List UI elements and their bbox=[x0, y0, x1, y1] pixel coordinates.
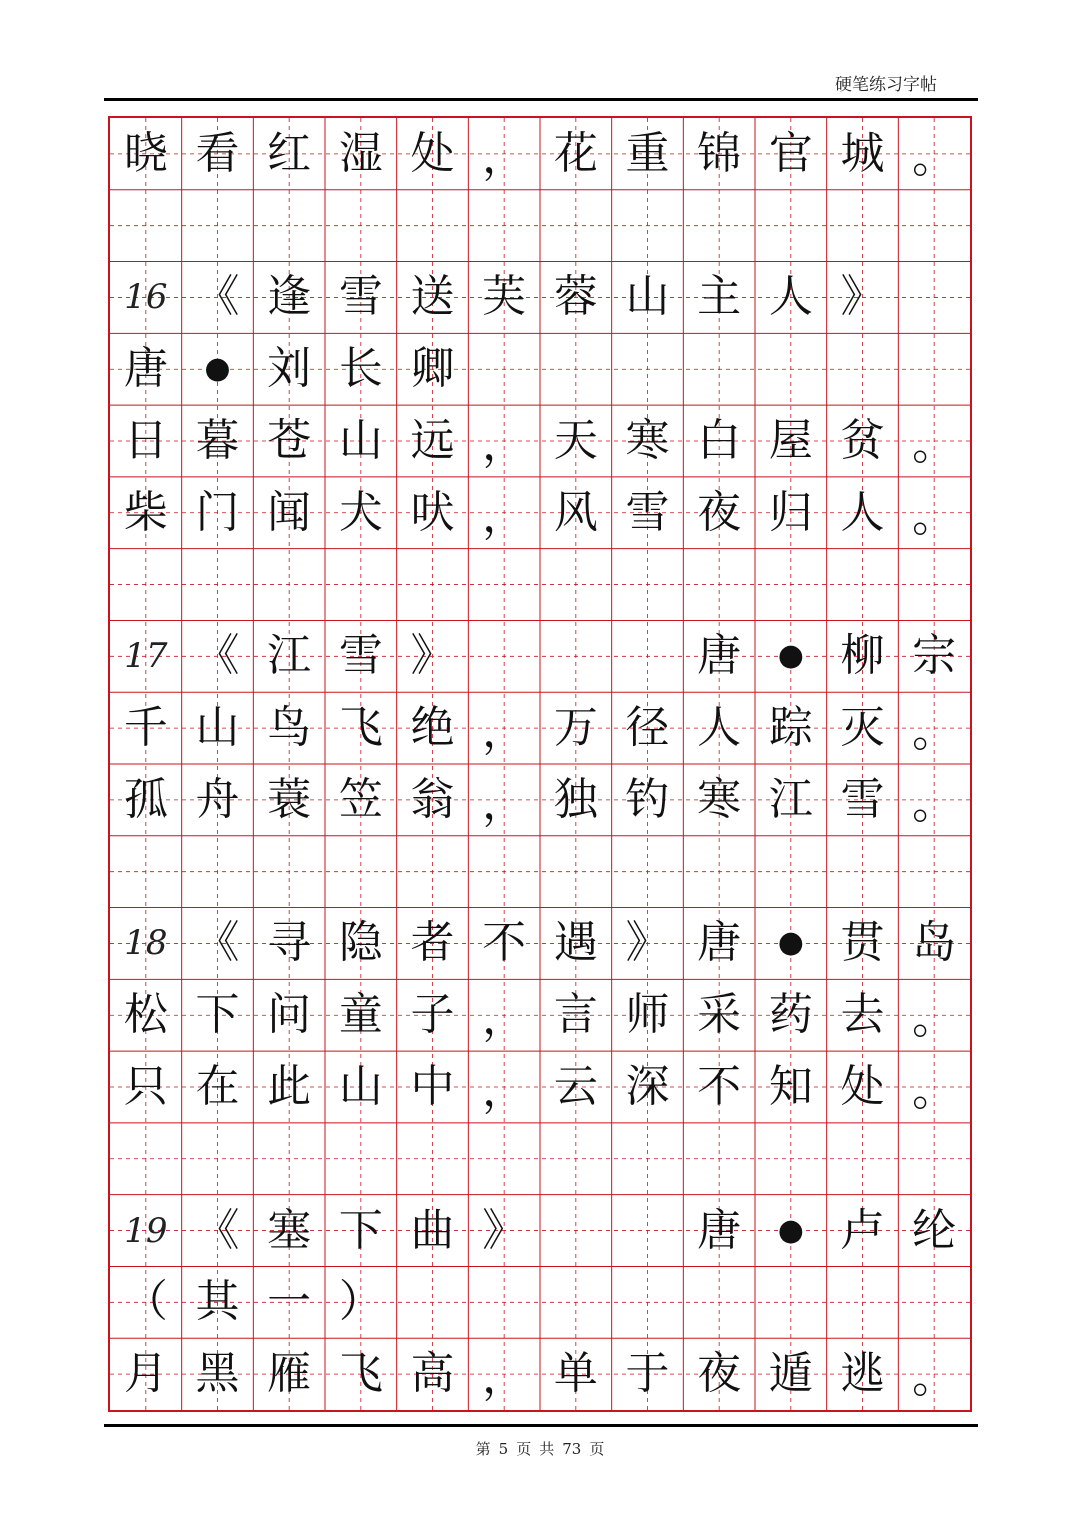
grid-cell-empty bbox=[612, 620, 684, 692]
grid-cell-empty bbox=[898, 1266, 970, 1338]
grid-cell-char: 在 bbox=[195, 1060, 240, 1112]
bottom-rule bbox=[104, 1424, 978, 1427]
grid-cell-char: 万 bbox=[553, 702, 598, 754]
grid-cell-char: 夜 bbox=[697, 486, 742, 538]
grid-cell-char: 独 bbox=[553, 773, 598, 825]
grid-cell-char: 言 bbox=[553, 989, 598, 1041]
grid-cell-char: 16 bbox=[124, 277, 168, 318]
grid-cell-char: 者 bbox=[410, 917, 455, 969]
grid-cell-empty bbox=[898, 190, 970, 262]
grid-cell-char: 柴 bbox=[123, 486, 168, 538]
grid-cell-char: 去 bbox=[840, 989, 885, 1041]
grid-cell-empty bbox=[827, 190, 899, 262]
grid-cell-char: 山 bbox=[625, 271, 670, 323]
grid-cell-empty bbox=[468, 1123, 540, 1195]
grid-cell-char: 《 bbox=[195, 271, 240, 323]
grid-cell-char: 寒 bbox=[625, 414, 670, 466]
grid-cell-char: 。 bbox=[912, 993, 957, 1045]
grid-cell-empty bbox=[110, 190, 182, 262]
grid-cell-char: 山 bbox=[195, 702, 240, 754]
grid-cell-char: 城 bbox=[840, 127, 885, 179]
grid-cell-empty bbox=[827, 549, 899, 621]
grid-cell-empty bbox=[540, 333, 612, 405]
grid-cell-empty bbox=[325, 549, 397, 621]
grid-cell-char: ） bbox=[338, 1276, 383, 1328]
grid-cell-char: 岛 bbox=[912, 917, 957, 969]
grid-cell-char: 。 bbox=[912, 1351, 957, 1403]
grid-cell-char: 18 bbox=[124, 923, 168, 964]
grid-cell-char: 不 bbox=[697, 1060, 742, 1112]
grid-cell-char: 子 bbox=[410, 989, 455, 1041]
grid-cell-char: 白 bbox=[697, 414, 742, 466]
grid-cell-char: 宗 bbox=[912, 630, 957, 682]
grid-row bbox=[110, 979, 974, 1051]
grid-cell-empty bbox=[397, 1123, 469, 1195]
grid-cell-char: 雁 bbox=[267, 1348, 312, 1400]
grid-cell-char: 蓑 bbox=[267, 773, 312, 825]
grid-cell-char: 归 bbox=[768, 486, 813, 538]
footer-page-number: 5 bbox=[498, 1440, 509, 1458]
grid-cell-empty bbox=[827, 836, 899, 908]
grid-cell-char: 苍 bbox=[267, 414, 312, 466]
grid-cell-empty bbox=[182, 836, 254, 908]
grid-row bbox=[110, 1195, 974, 1267]
grid-cell-char: 。 bbox=[912, 490, 957, 542]
grid-cell-empty bbox=[612, 190, 684, 262]
grid-cell-char: ， bbox=[482, 993, 527, 1045]
grid-cell-char: 只 bbox=[123, 1060, 168, 1112]
grid-cell-char: ， bbox=[482, 777, 527, 829]
grid-cell-empty bbox=[468, 549, 540, 621]
grid-cell-empty bbox=[755, 836, 827, 908]
grid-cell-char: 寻 bbox=[267, 917, 312, 969]
grid-cell-char: 主 bbox=[697, 271, 742, 323]
grid-cell-char: 。 bbox=[912, 131, 957, 183]
grid-row bbox=[110, 1266, 974, 1338]
grid-cell-empty bbox=[253, 1123, 325, 1195]
grid-cell-char: 钓 bbox=[625, 773, 670, 825]
grid-cell-char: 塞 bbox=[267, 1204, 312, 1256]
grid-cell-char: 处 bbox=[410, 127, 455, 179]
grid-cell-empty bbox=[755, 333, 827, 405]
grid-cell-char: ， bbox=[482, 131, 527, 183]
footer-total-word: 共 bbox=[539, 1440, 555, 1458]
grid-cell-char: 蓉 bbox=[553, 271, 598, 323]
grid-cell-empty bbox=[325, 836, 397, 908]
grid-cell-empty bbox=[253, 190, 325, 262]
grid-cell-char: 山 bbox=[338, 414, 383, 466]
grid-cell-empty bbox=[827, 333, 899, 405]
grid-cell-char: 。 bbox=[912, 418, 957, 470]
grid-cell-char: ， bbox=[482, 705, 527, 757]
grid-cell-char: 松 bbox=[123, 989, 168, 1041]
grid-cell-char: 。 bbox=[912, 705, 957, 757]
grid-cell-char: 逢 bbox=[267, 271, 312, 323]
grid-cell-char: 灭 bbox=[840, 702, 885, 754]
grid-row bbox=[110, 836, 974, 908]
grid-cell-empty bbox=[540, 836, 612, 908]
grid-cell-empty bbox=[898, 333, 970, 405]
grid-row bbox=[110, 549, 974, 621]
grid-row bbox=[110, 118, 974, 190]
grid-cell-empty bbox=[612, 836, 684, 908]
grid-cell-char: 处 bbox=[840, 1060, 885, 1112]
grid-cell-empty bbox=[540, 620, 612, 692]
grid-cell-char: 曲 bbox=[410, 1204, 455, 1256]
grid-cell-char: 送 bbox=[410, 271, 455, 323]
grid-cell-char: ● bbox=[777, 925, 804, 961]
grid-cell-char: 月 bbox=[123, 1348, 168, 1400]
grid-cell-char: 贫 bbox=[840, 414, 885, 466]
grid-cell-char: 官 bbox=[768, 127, 813, 179]
grid-cell-char: 踪 bbox=[768, 702, 813, 754]
grid-cell-char: 下 bbox=[338, 1204, 383, 1256]
grid-cell-char: 芙 bbox=[482, 271, 527, 323]
grid-cell-char: 吠 bbox=[410, 486, 455, 538]
grid-cell-empty bbox=[755, 1123, 827, 1195]
grid-cell-char: 下 bbox=[195, 989, 240, 1041]
grid-cell-char: 雪 bbox=[840, 773, 885, 825]
grid-row bbox=[110, 620, 974, 692]
grid-cell-empty bbox=[253, 549, 325, 621]
grid-cell-char: 看 bbox=[195, 127, 240, 179]
grid-cell-char: 雪 bbox=[338, 630, 383, 682]
grid-cell-char: 。 bbox=[912, 777, 957, 829]
grid-cell-char: 晓 bbox=[123, 127, 168, 179]
grid-cell-char: 纶 bbox=[912, 1204, 957, 1256]
page-footer bbox=[0, 1438, 1080, 1459]
grid-cell-char: 山 bbox=[338, 1060, 383, 1112]
grid-cell-char: 卢 bbox=[840, 1204, 885, 1256]
grid-cell-char: 锦 bbox=[697, 127, 742, 179]
grid-cell-char: 《 bbox=[195, 630, 240, 682]
grid-cell-char: 黑 bbox=[195, 1348, 240, 1400]
grid-row bbox=[110, 908, 974, 980]
grid-row bbox=[110, 764, 974, 836]
grid-cell-char: 门 bbox=[195, 486, 240, 538]
grid-cell-char: 贯 bbox=[840, 917, 885, 969]
grid-cell-char: 飞 bbox=[338, 1348, 383, 1400]
grid-cell-empty bbox=[683, 836, 755, 908]
grid-cell-char: 》 bbox=[482, 1204, 527, 1256]
grid-cell-char: 此 bbox=[267, 1060, 312, 1112]
grid-cell-char: 屋 bbox=[768, 414, 813, 466]
grid-cell-empty bbox=[397, 1266, 469, 1338]
header-title: 硬笔练习字帖 bbox=[835, 75, 937, 95]
grid-cell-char: 径 bbox=[625, 702, 670, 754]
grid-cell-char: 一 bbox=[267, 1276, 312, 1328]
grid-cell-empty bbox=[397, 549, 469, 621]
grid-cell-char: 孤 bbox=[123, 773, 168, 825]
grid-cell-empty bbox=[182, 549, 254, 621]
grid-cell-char: 师 bbox=[625, 989, 670, 1041]
grid-cell-empty bbox=[683, 190, 755, 262]
grid-cell-char: 云 bbox=[553, 1060, 598, 1112]
grid-cell-char: 人 bbox=[768, 271, 813, 323]
grid-cell-char: 中 bbox=[410, 1060, 455, 1112]
grid-cell-char: ， bbox=[482, 1064, 527, 1116]
grid-cell-empty bbox=[612, 1123, 684, 1195]
top-rule bbox=[104, 98, 978, 101]
grid-cell-char: 高 bbox=[410, 1348, 455, 1400]
grid-cell-char: 雪 bbox=[625, 486, 670, 538]
grid-cell-empty bbox=[397, 190, 469, 262]
grid-cell-empty bbox=[898, 262, 970, 334]
grid-cell-empty bbox=[468, 333, 540, 405]
grid-cell-empty bbox=[612, 333, 684, 405]
grid-cell-char: 刘 bbox=[267, 343, 312, 395]
grid-cell-empty bbox=[612, 1195, 684, 1267]
grid-cell-char: 唐 bbox=[697, 630, 742, 682]
grid-cell-char: 湿 bbox=[338, 127, 383, 179]
grid-cell-empty bbox=[755, 1266, 827, 1338]
grid-cell-char: 寒 bbox=[697, 773, 742, 825]
grid-cell-empty bbox=[898, 549, 970, 621]
grid-cell-char: 江 bbox=[768, 773, 813, 825]
grid-cell-empty bbox=[253, 836, 325, 908]
grid-cell-char: 卿 bbox=[410, 343, 455, 395]
grid-cell-empty bbox=[755, 190, 827, 262]
grid-cell-empty bbox=[898, 1123, 970, 1195]
grid-cell-char: 千 bbox=[123, 702, 168, 754]
grid-cell-char: 犬 bbox=[338, 486, 383, 538]
grid-cell-char: 人 bbox=[697, 702, 742, 754]
grid-cell-char: 江 bbox=[267, 630, 312, 682]
grid-cell-empty bbox=[755, 549, 827, 621]
grid-row bbox=[110, 1123, 974, 1195]
grid-cell-char: 》 bbox=[410, 630, 455, 682]
grid-cell-char: 其 bbox=[195, 1276, 240, 1328]
grid-cell-char: 人 bbox=[840, 486, 885, 538]
grid-cell-char: 红 bbox=[267, 127, 312, 179]
grid-cell-char: 暮 bbox=[195, 414, 240, 466]
grid-cell-empty bbox=[397, 836, 469, 908]
grid-cell-char: 唐 bbox=[123, 343, 168, 395]
grid-cell-char: ● bbox=[204, 351, 231, 387]
grid-cell-char: 知 bbox=[768, 1060, 813, 1112]
grid-cell-char: ， bbox=[482, 1351, 527, 1403]
grid-cell-empty bbox=[468, 620, 540, 692]
grid-cell-empty bbox=[827, 1266, 899, 1338]
grid-cell-empty bbox=[683, 1123, 755, 1195]
grid-row bbox=[110, 190, 974, 262]
grid-cell-char: 远 bbox=[410, 414, 455, 466]
grid-cell-char: ， bbox=[482, 418, 527, 470]
grid-cell-empty bbox=[683, 549, 755, 621]
grid-cell-empty bbox=[540, 1123, 612, 1195]
grid-row bbox=[110, 477, 974, 549]
grid-cell-empty bbox=[683, 333, 755, 405]
grid-cell-char: 隐 bbox=[338, 917, 383, 969]
grid-cell-empty bbox=[110, 549, 182, 621]
grid-cell-char: 深 bbox=[625, 1060, 670, 1112]
grid-row bbox=[110, 692, 974, 764]
grid-cell-char: 17 bbox=[124, 636, 168, 677]
grid-cell-empty bbox=[325, 190, 397, 262]
grid-cell-char: 重 bbox=[625, 127, 670, 179]
grid-cell-char: 日 bbox=[123, 414, 168, 466]
grid-cell-empty bbox=[683, 1266, 755, 1338]
grid-cell-char: 单 bbox=[553, 1348, 598, 1400]
grid-cell-empty bbox=[182, 1123, 254, 1195]
grid-cell-empty bbox=[898, 836, 970, 908]
grid-cell-char: 19 bbox=[124, 1210, 168, 1251]
grid-cell-char: 花 bbox=[553, 127, 598, 179]
grid-cell-char: 药 bbox=[768, 989, 813, 1041]
grid-cell-char: ， bbox=[482, 490, 527, 542]
grid-row bbox=[110, 1051, 974, 1123]
grid-cell-empty bbox=[110, 836, 182, 908]
grid-cell-char: （ bbox=[123, 1276, 168, 1328]
grid-cell-empty bbox=[182, 190, 254, 262]
grid-cell-char: 飞 bbox=[338, 702, 383, 754]
footer-total-unit: 页 bbox=[589, 1440, 605, 1458]
grid-cell-empty bbox=[325, 1123, 397, 1195]
practice-grid bbox=[108, 116, 972, 1412]
grid-cell-char: 遁 bbox=[768, 1348, 813, 1400]
grid-cell-char: 童 bbox=[338, 989, 383, 1041]
grid-row bbox=[110, 262, 974, 334]
grid-cell-char: 夜 bbox=[697, 1348, 742, 1400]
grid-cell-char: 》 bbox=[840, 271, 885, 323]
grid-cell-char: ● bbox=[777, 638, 804, 674]
grid-cell-char: 雪 bbox=[338, 271, 383, 323]
grid-cell-empty bbox=[540, 549, 612, 621]
grid-cell-empty bbox=[110, 1123, 182, 1195]
grid-cell-char: 《 bbox=[195, 1204, 240, 1256]
grid-cell-char: 舟 bbox=[195, 773, 240, 825]
grid-cell-empty bbox=[540, 1195, 612, 1267]
grid-cell-char: 遇 bbox=[553, 917, 598, 969]
grid-cell-char: 逃 bbox=[840, 1348, 885, 1400]
grid-cell-char: ● bbox=[777, 1212, 804, 1248]
grid-cell-char: 问 bbox=[267, 989, 312, 1041]
grid-cell-char: 》 bbox=[625, 917, 670, 969]
footer-page-unit: 页 bbox=[516, 1440, 532, 1458]
grid-cell-char: 天 bbox=[553, 414, 598, 466]
grid-cell-empty bbox=[468, 190, 540, 262]
grid-cell-empty bbox=[468, 1266, 540, 1338]
grid-cell-char: 柳 bbox=[840, 630, 885, 682]
grid-cell-char: 笠 bbox=[338, 773, 383, 825]
grid-row bbox=[110, 405, 974, 477]
grid-cell-empty bbox=[827, 1123, 899, 1195]
footer-page-word: 第 bbox=[475, 1440, 491, 1458]
grid-cell-char: 《 bbox=[195, 917, 240, 969]
grid-cell-char: 唐 bbox=[697, 1204, 742, 1256]
grid-cell-char: 不 bbox=[482, 917, 527, 969]
grid-cell-empty bbox=[468, 836, 540, 908]
grid-cell-char: 长 bbox=[338, 343, 383, 395]
grid-row bbox=[110, 1338, 974, 1410]
grid-cell-char: 绝 bbox=[410, 702, 455, 754]
grid-cell-empty bbox=[612, 549, 684, 621]
grid-cell-char: 。 bbox=[912, 1064, 957, 1116]
grid-cell-char: 于 bbox=[625, 1348, 670, 1400]
grid-cell-char: 唐 bbox=[697, 917, 742, 969]
grid-cell-char: 风 bbox=[553, 486, 598, 538]
grid-cell-char: 鸟 bbox=[267, 702, 312, 754]
grid-cell-empty bbox=[540, 190, 612, 262]
grid-cell-empty bbox=[612, 1266, 684, 1338]
grid-cell-empty bbox=[540, 1266, 612, 1338]
grid-cell-char: 闻 bbox=[267, 486, 312, 538]
grid-cell-char: 翁 bbox=[410, 773, 455, 825]
grid-row bbox=[110, 333, 974, 405]
footer-total-number: 73 bbox=[562, 1440, 582, 1458]
grid-cell-char: 采 bbox=[697, 989, 742, 1041]
